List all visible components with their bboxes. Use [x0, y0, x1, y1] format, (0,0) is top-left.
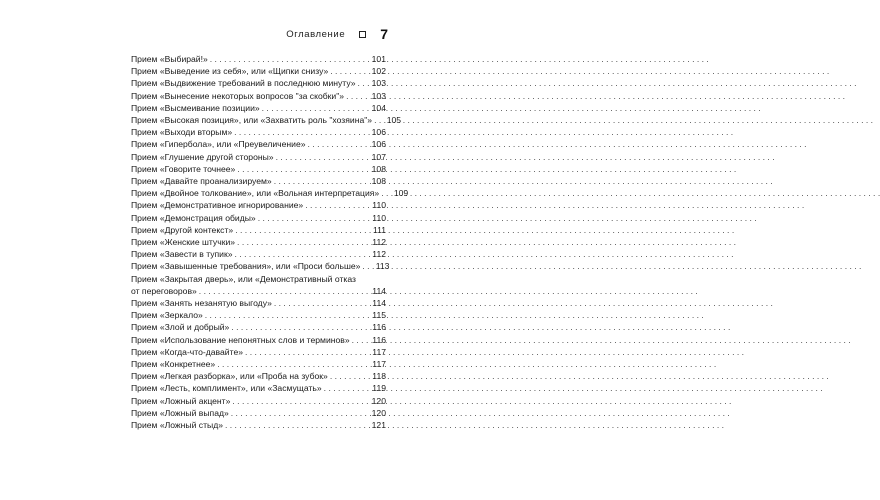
toc-entry[interactable] — [131, 358, 386, 370]
toc-entry[interactable] — [131, 175, 386, 187]
toc-entry[interactable] — [131, 407, 386, 419]
toc-entry-page: 114 — [372, 285, 386, 296]
toc-entry[interactable] — [131, 334, 386, 346]
toc-entry[interactable] — [131, 370, 386, 382]
toc-entry-page: 110 — [372, 200, 386, 211]
toc-entry-page: 112 — [372, 237, 386, 248]
toc-entry-title: Прием «Другой контекст» — [131, 224, 234, 235]
leader-dots — [306, 138, 365, 150]
toc-entry[interactable] — [131, 65, 386, 77]
toc-entry-title: Прием «Женские штучки» — [131, 237, 236, 248]
toc-entry-title: Прием «Демонстрация обиды» — [131, 212, 256, 223]
toc-entry[interactable] — [131, 273, 386, 297]
toc-entry-page: 108 — [371, 176, 386, 187]
toc-entry-page: 120 — [371, 395, 386, 406]
leader-dots — [197, 285, 365, 297]
toc-entry-page: 117 — [372, 346, 386, 357]
leader-dots — [322, 382, 365, 394]
toc-entry[interactable] — [131, 236, 386, 248]
toc-entry-page: 106 — [371, 127, 386, 138]
toc-entry-title: Прием «Использование непонятных слов и терминов» — [131, 334, 350, 345]
leader-dots — [274, 151, 365, 163]
leader-dots — [356, 77, 365, 89]
leader-dots — [256, 212, 365, 224]
toc-entry[interactable] — [131, 395, 386, 407]
leader-dots — [229, 321, 365, 333]
toc-entry[interactable] — [131, 309, 386, 321]
leader-dots — [243, 346, 365, 358]
toc-entry[interactable] — [131, 138, 386, 150]
toc-entry-title: Прием «Высокая позиция», или «Захватить роль "хозяина"» — [131, 115, 373, 126]
toc-entry-page: 105 — [386, 115, 402, 126]
toc-entry-title: от переговоров» — [131, 285, 197, 296]
toc-entry[interactable] — [131, 248, 386, 260]
square-icon — [359, 31, 366, 38]
leader-dots — [235, 236, 365, 248]
toc-entry[interactable] — [131, 382, 386, 394]
toc-entry-page: 121 — [371, 420, 386, 431]
toc-entry-page: 104 — [371, 102, 386, 113]
toc-entry-page: 106 — [371, 139, 386, 150]
toc-entry[interactable] — [131, 77, 386, 89]
leader-dots — [203, 309, 365, 321]
toc-entry-title: Прием «Глушение другой стороны» — [131, 151, 274, 162]
toc-entry-page: 114 — [372, 298, 386, 309]
toc-entry-page: 111 — [372, 224, 386, 235]
leader-dots — [229, 407, 365, 419]
toc-entry-page: 117 — [372, 359, 386, 370]
leader-dots — [360, 260, 368, 272]
toc-entry[interactable] — [131, 151, 386, 163]
toc-entry[interactable] — [131, 53, 386, 65]
toc-entry[interactable] — [131, 90, 386, 102]
toc-entry-page: 107 — [371, 151, 386, 162]
toc-entry-title: Прием «Завести в тупик» — [131, 249, 233, 260]
toc-entry-title: Прием «Лесть, комплимент», или «Засмущать» — [131, 383, 322, 394]
toc-entry[interactable] — [131, 163, 386, 175]
toc-entry-title: Прием «Зеркало» — [131, 310, 203, 321]
toc-entry-page: 101 — [371, 54, 386, 64]
toc-entry-title: Прием «Говорите точнее» — [131, 163, 236, 174]
toc-entry[interactable] — [131, 321, 386, 333]
page-number: 7 — [380, 26, 388, 42]
leader-dots — [272, 297, 365, 309]
toc-entry-title: Прием «Гипербола», или «Преувеличение» — [131, 139, 306, 150]
leader-dots — [344, 90, 365, 102]
toc-entry-title: Прием «Демонстративное игнорирование» — [131, 200, 304, 211]
leader-dots — [235, 163, 365, 175]
toc-entry-page: 120 — [371, 407, 386, 418]
leader-dots — [232, 126, 365, 138]
toc-entry-title: Прием «Двойное толкование», или «Вольная интерпретация» — [131, 188, 380, 199]
toc-entry-title: Прием «Завышенные требования», или «Проси больше» — [131, 261, 361, 272]
leader-dots — [328, 370, 365, 382]
toc-entry-page: 119 — [372, 383, 386, 394]
toc-entry[interactable] — [131, 212, 386, 224]
leader-dots — [230, 395, 365, 407]
toc-entry-page: 116 — [372, 322, 386, 333]
toc-entry-page: 103 — [371, 78, 386, 89]
toc-entry[interactable] — [131, 224, 386, 236]
toc-entry-title: Прием «Легкая разборка», или «Проба на зубок» — [131, 371, 328, 382]
toc-entry-title: Прием «Занять незанятую выгоду» — [131, 298, 272, 309]
toc-entry-page: 112 — [372, 249, 386, 260]
leader-dots — [328, 65, 365, 77]
toc-entry-title: Прием «Давайте проанализируем» — [131, 176, 272, 187]
running-head-title: Оглавление — [286, 28, 346, 40]
toc-entry-title: Прием «Злой и добрый» — [131, 322, 230, 333]
toc-entry-page: 116 — [372, 334, 386, 345]
toc-entry-title: Прием «Ложный выпад» — [131, 407, 229, 418]
toc-entry-page: 110 — [372, 212, 386, 223]
leader-dots — [303, 199, 365, 211]
toc-entry-title-line1: Прием «Закрытая дверь», или «Демонстративный отказ — [131, 273, 356, 284]
toc-entry-page: 115 — [372, 310, 386, 321]
leader-dots — [208, 53, 365, 65]
toc-entry[interactable] — [131, 187, 409, 199]
toc-entry-title: Прием «Когда-что-давайте» — [131, 346, 243, 357]
toc-entry-title: Прием «Вынесение некоторых вопросов "за скобки"» — [131, 90, 345, 101]
toc-entry-page: 103 — [371, 90, 386, 101]
toc-entry[interactable] — [131, 114, 402, 126]
toc-entry-title: Прием «Выбирай!» — [131, 54, 208, 64]
toc-entry-title: Прием «Высмеивание позиции» — [131, 102, 260, 113]
leader-dots — [223, 419, 365, 431]
leader-dots — [215, 358, 365, 370]
toc-entry-title: Прием «Выведение из себя», или «Щипки снизу» — [131, 66, 329, 77]
toc-entry[interactable] — [131, 126, 386, 138]
leader-dots — [233, 248, 365, 260]
leader-dots — [379, 187, 387, 199]
toc-entry-page: 109 — [393, 188, 409, 199]
toc-entry-page: 108 — [371, 163, 386, 174]
leader-dots — [233, 224, 365, 236]
toc-entry-page: 113 — [375, 261, 390, 272]
toc-entry-title: Прием «Конкретнее» — [131, 359, 216, 370]
toc-entry-title: Прием «Выходи вторым» — [131, 127, 233, 138]
toc-entry[interactable] — [131, 346, 386, 358]
toc-entry-title: Прием «Ложный стыд» — [131, 420, 223, 431]
running-head — [130, 24, 388, 44]
toc-entry-page: 102 — [371, 66, 386, 77]
leader-dots — [260, 102, 365, 114]
toc-entry[interactable] — [131, 297, 386, 309]
toc-entry[interactable] — [131, 102, 386, 114]
leader-dots — [350, 334, 365, 346]
toc-entry-title: Прием «Выдвижение требований в последнюю минуту» — [131, 78, 356, 89]
leader-dots — [372, 114, 380, 126]
toc-entry[interactable] — [131, 260, 390, 272]
table-of-contents — [131, 53, 409, 431]
toc-entry-title: Прием «Ложный акцент» — [131, 395, 231, 406]
leader-dots — [272, 175, 365, 187]
toc-entry-page: 118 — [372, 371, 386, 382]
toc-entry[interactable] — [131, 419, 386, 431]
toc-entry[interactable] — [131, 199, 386, 211]
